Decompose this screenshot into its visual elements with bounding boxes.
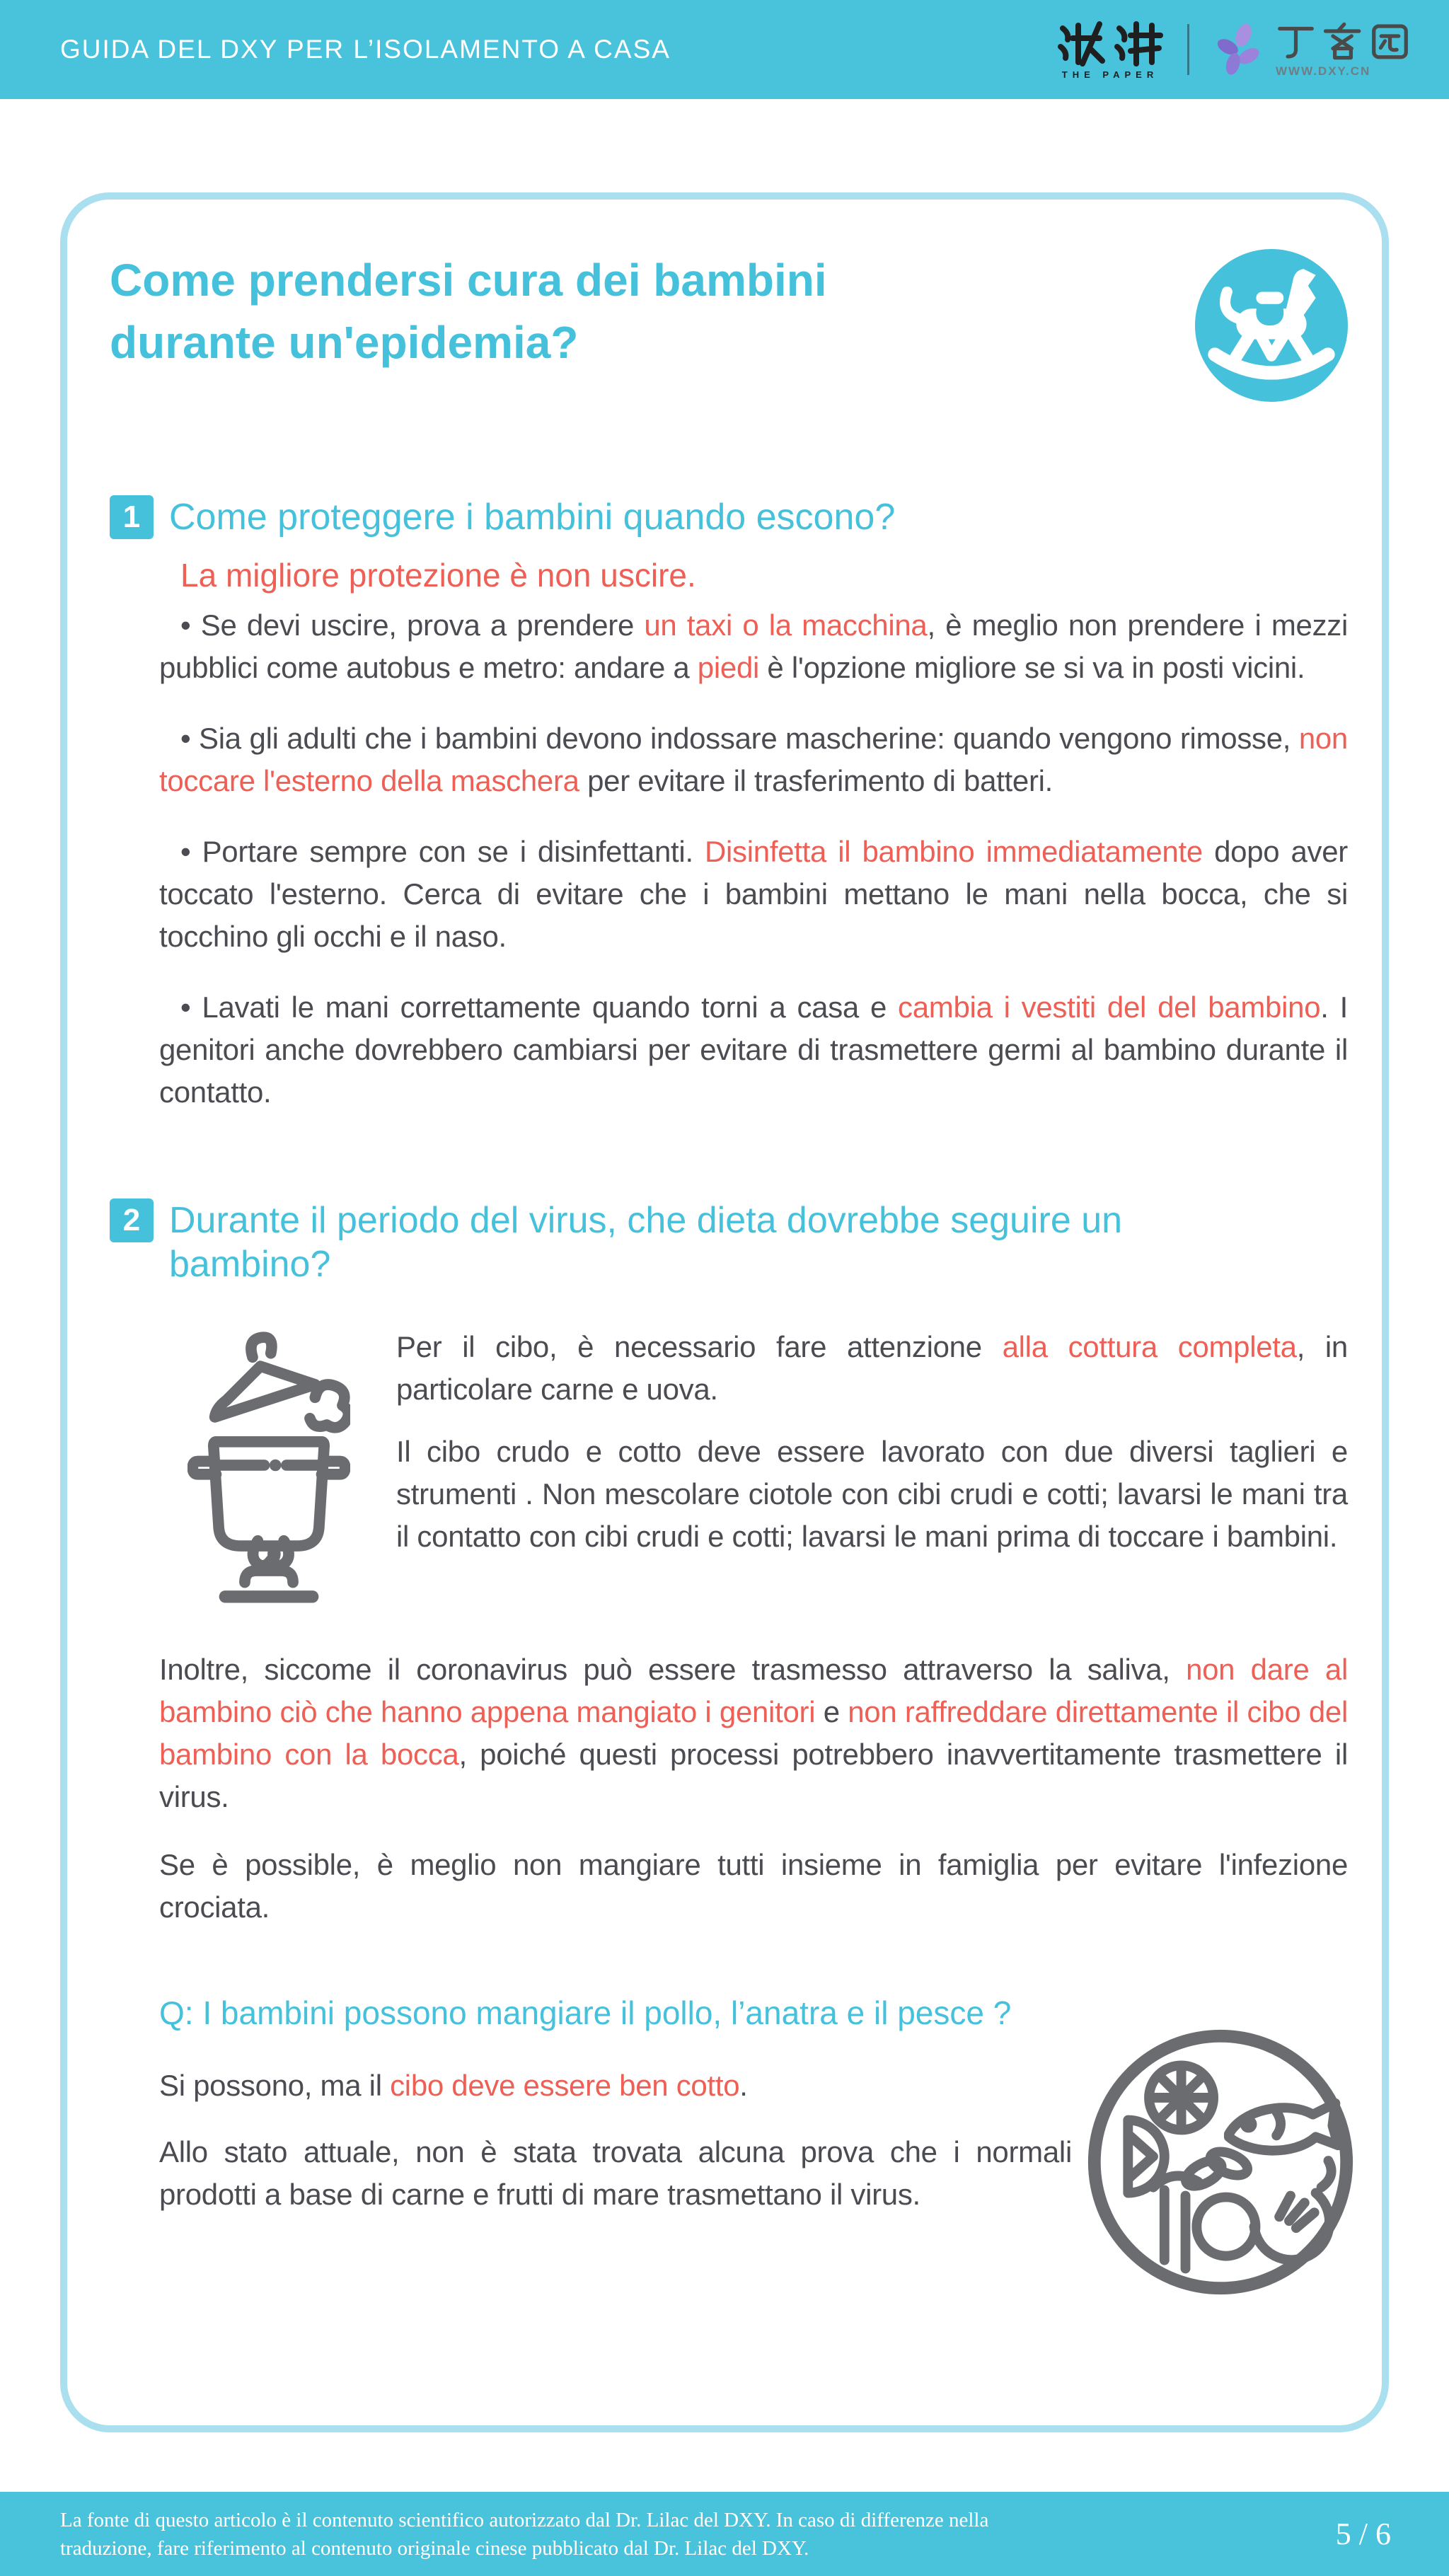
dxy-url-text: WWW.DXY.CN [1276, 64, 1371, 78]
page-title [110, 249, 827, 374]
footer-source-text [60, 2506, 988, 2563]
header-title: GUIDA DEL DXY PER L’ISOLAMENTO A CASA [60, 35, 671, 64]
answer-2: Allo stato attuale, non è stata trovata alcuna prova che i normali prodotti a base di carne e frutti di mare trasmettano il virus. [159, 2135, 1072, 2211]
bullet-4: • Lavati le mani correttamente quando torni a casa e cambia i vestiti del del bambino. I genitori anche dovrebbero cambiarsi per evitare di trasmettere germi al bambino durante il contatto. [159, 990, 1348, 1109]
title-row [110, 249, 1348, 402]
bullet-1: • Se devi uscire, prova a prendere un taxi o la macchina, è meglio non prendere i mezzi pubblici come autobus e metro: andare a piedi è l'opzione migliore se si va in posti vicini. [159, 608, 1348, 684]
logo-divider [1187, 24, 1189, 75]
dxy-text-column [1276, 21, 1410, 79]
the-paper-cjk-icon [1057, 20, 1163, 67]
footer-source-line2: traduzione, fare riferimento al contenuto originale cinese pubblicato dal Dr. Lilac del DXY. [60, 2536, 809, 2560]
seafood-plate-icon-wrap [1080, 2022, 1361, 2302]
page-number: 5 / 6 [1335, 2517, 1391, 2551]
saliva-paragraph: Inoltre, siccome il coronavirus può essere trasmesso attraverso la saliva, non dare al bambino ciò che hanno appena mangiato i genitori e non raffreddare direttamente il cibo del bambino con la bocca, poiché questi processi potrebbero inavvertitamente trasmettere il virus. [159, 1653, 1348, 1813]
rocking-horse-badge [1195, 249, 1348, 402]
seafood-plate-icon [1080, 2022, 1361, 2302]
header-logos [1057, 20, 1410, 80]
answer-row [159, 2064, 1348, 2302]
answer-text-column [159, 2064, 1072, 2302]
footer-bar [0, 2492, 1449, 2576]
section-1-header [110, 495, 1348, 539]
section-2-header [110, 1199, 1348, 1286]
dxy-logo [1213, 21, 1410, 79]
cooking-pot-icon [187, 1326, 350, 1612]
rocking-horse-icon [1195, 249, 1348, 402]
the-paper-subtext: THE PAPER [1061, 69, 1159, 80]
family-meal-paragraph: Se è possible, è meglio non mangiare tutti insieme in famiglia per evitare l'infezione crociata. [159, 1848, 1348, 1924]
header-bar [0, 0, 1449, 99]
section-1-heading: Come proteggere i bambini quando escono? [169, 497, 896, 538]
dxy-petals-icon [1213, 22, 1266, 77]
section-1-lead: La migliore protezione è non uscire. [180, 557, 696, 594]
bullet-2: • Sia gli adulti che i bambini devono indossare mascherine: quando vengono rimosse, non toccare l'esterno della maschera per evitare il trasferimento di batteri. [159, 722, 1348, 797]
section-2-number-badge: 2 [110, 1199, 154, 1242]
cooking-pot-icon-wrap [187, 1326, 350, 1616]
dxy-cjk-icon [1276, 21, 1410, 61]
section-2-heading: Durante il periodo del virus, che dieta dovrebbe seguire un bambino? [169, 1200, 1123, 1285]
food-paragraph-1: Per il cibo, è necessario fare attenzione alla cottura completa, in particolare carne e uova. [396, 1330, 1348, 1406]
answer-1: Si possono, ma il cibo deve essere ben cotto. [159, 2069, 748, 2102]
content-card [60, 192, 1389, 2432]
cooking-media-row [110, 1326, 1348, 1616]
cooking-text-column [396, 1326, 1348, 1616]
footer-source-line1: La fonte di questo articolo è il contenuto scientifico autorizzato dal Dr. Lilac del DXY. In caso di differenze nella [60, 2508, 989, 2531]
bullet-3: • Portare sempre con se i disinfettanti. Disinfetta il bambino immediatamente dopo aver toccato l'esterno. Cerca di evitare che i bambini mettano le mani nella bocca, che si tocchino gli occhi e il naso. [159, 835, 1348, 953]
page-title-line2: durante un'epidemia? [110, 317, 579, 368]
page-title-line1: Come prendersi cura dei bambini [110, 255, 827, 306]
the-paper-logo [1057, 20, 1163, 80]
food-paragraph-2: Il cibo crudo e cotto deve essere lavorato con due diversi taglieri e strumenti . Non mescolare ciotole con cibi crudi e cotti; lavarsi le mani tra il contatto con cibi crudi e cotti; lavarsi le mani prima di toccare i bambini. [396, 1435, 1348, 1553]
section-1-number-badge: 1 [110, 495, 154, 539]
question-line: Q: I bambini possono mangiare il pollo, l’anatra e il pesce ? [159, 1994, 1012, 2031]
